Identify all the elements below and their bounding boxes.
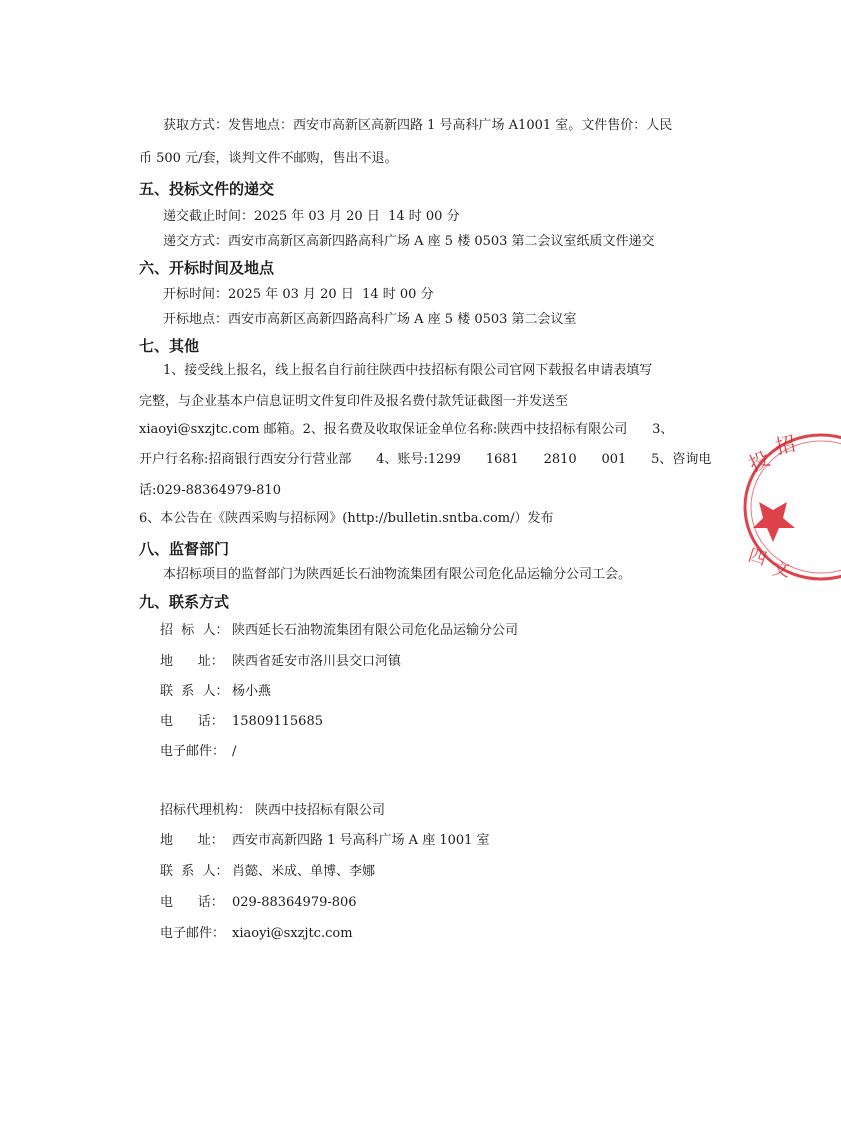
svg-text:招: 招 xyxy=(773,431,798,459)
section-7-line-4: 开户行名称:招商银行西安分行营业部 4、账号:1299 1681 2810 001 5、咨询电 xyxy=(139,452,712,467)
agency-phone: 029-88364979-806 xyxy=(232,895,357,910)
svg-text:四: 四 xyxy=(745,544,770,571)
section-5-heading: 五、投标文件的递交 xyxy=(139,180,275,198)
section-5-line-2: 递交方式：西安市高新区高新四路高科广场 A 座 5 楼 0503 第二会议室纸质文件递交 xyxy=(163,234,655,249)
tenderer-name: 陕西延长石油物流集团有限公司危化品运输分公司 xyxy=(232,623,519,638)
tenderer-email-label: 电子邮件： xyxy=(160,744,226,759)
intro-line-1: 获取方式：发售地点：西安市高新区高新四路 1 号高科广场 A1001 室。文件售价：人民 xyxy=(163,118,673,133)
section-7-line-2: 完整，与企业基本户信息证明文件复印件及报名费付款凭证截图一并发送至 xyxy=(139,394,569,409)
section-7-line-5: 话:029-88364979-810 xyxy=(139,483,281,498)
tenderer-phone-label: 电 话： xyxy=(160,714,224,729)
agency-address-label: 地 址： xyxy=(160,833,224,848)
svg-text:文: 文 xyxy=(770,558,792,582)
agency-email: xiaoyi@sxzjtc.com xyxy=(232,926,353,941)
section-9-heading: 九、联系方式 xyxy=(139,593,230,611)
section-7-heading: 七、其他 xyxy=(139,337,200,355)
agency-email-label: 电子邮件： xyxy=(160,926,226,941)
agency-address: 西安市高新四路 1 号高科广场 A 座 1001 室 xyxy=(232,833,490,848)
svg-text:投: 投 xyxy=(744,446,774,477)
tenderer-name-label: 招 标 人： xyxy=(160,623,229,638)
agency-name-label: 招标代理机构： xyxy=(160,803,252,818)
agency-contact: 肖懿、米成、单博、李娜 xyxy=(232,864,376,879)
tenderer-contact-label: 联 系 人： xyxy=(160,684,229,699)
section-7-line-6: 6、本公告在《陕西采购与招标网》(http://bulletin.sntba.com/）发布 xyxy=(139,511,554,526)
section-6-line-2: 开标地点：西安市高新区高新四路高科广场 A 座 5 楼 0503 第二会议室 xyxy=(163,312,577,327)
company-seal-stamp xyxy=(731,432,841,582)
section-6-heading: 六、开标时间及地点 xyxy=(139,259,275,277)
agency-phone-label: 电 话： xyxy=(160,895,224,910)
intro-line-2: 币 500 元/套，谈判文件不邮购，售出不退。 xyxy=(139,151,398,166)
tenderer-address-label: 地 址： xyxy=(160,654,224,669)
agency-name: 陕西中技招标有限公司 xyxy=(255,803,386,818)
tenderer-email: / xyxy=(232,744,237,759)
section-7-line-3: xiaoyi@sxzjtc.com 邮箱。2、报名费及收取保证金单位名称:陕西中技招标有限公司 3、 xyxy=(139,422,674,437)
section-8-line-1: 本招标项目的监督部门为陕西延长石油物流集团有限公司危化品运输分公司工会。 xyxy=(163,567,632,582)
tenderer-phone: 15809115685 xyxy=(232,714,323,729)
section-5-line-1: 递交截止时间：2025 年 03 月 20 日 14 时 00 分 xyxy=(163,209,460,224)
tenderer-address: 陕西省延安市洛川县交口河镇 xyxy=(232,654,402,669)
section-8-heading: 八、监督部门 xyxy=(139,540,230,558)
tenderer-contact: 杨小燕 xyxy=(232,684,272,699)
section-6-line-1: 开标时间：2025 年 03 月 20 日 14 时 00 分 xyxy=(163,287,434,302)
section-7-line-1: 1、接受线上报名，线上报名自行前往陕西中技招标有限公司官网下载报名申请表填写 xyxy=(163,363,653,378)
agency-contact-label: 联 系 人： xyxy=(160,864,229,879)
